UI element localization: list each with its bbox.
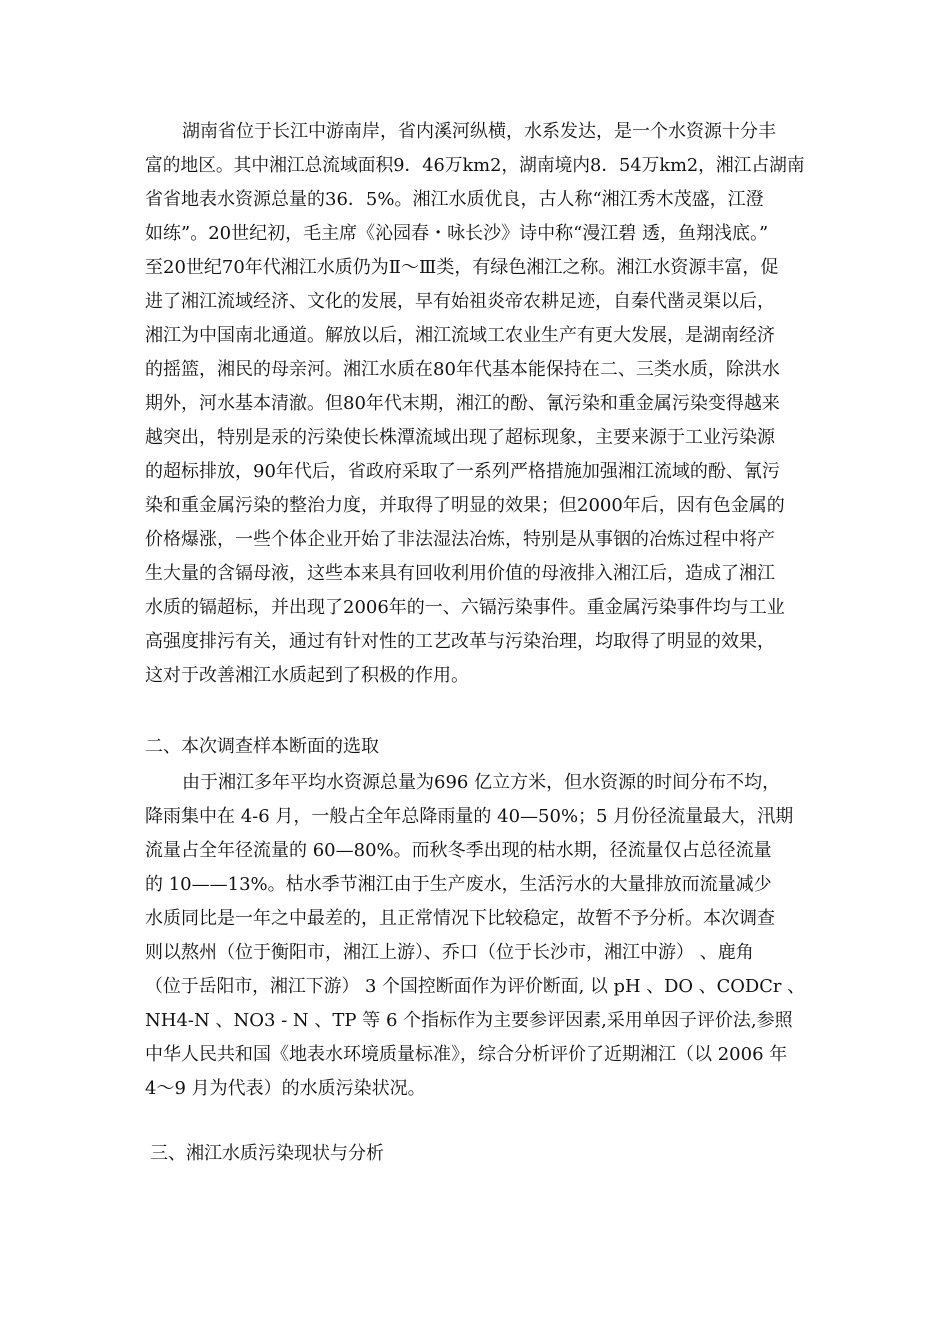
paragraph-1-line-13: 价格爆涨，一些个体企业开始了非法湿法冶炼，特别是从事铟的冶炼过程中将产 — [145, 529, 775, 550]
paragraph-1-line-4: 如练”。20世纪初，毛主席《沁园春・咏长沙》诗中称“漫江碧 透，鱼翔浅底。” — [145, 223, 769, 244]
paragraph-1-line-15: 水质的镉超标，并出现了2006年的一、六镉污染事件。重金属污染事件均与工业 — [145, 597, 785, 618]
paragraph-2-line-7: （位于岳阳市，湘江下游） 3 个国控断面作为评价断面, 以 pH 、DO 、CODCr 、 — [145, 976, 805, 997]
paragraph-1-line-2: 富的地区。其中湘江总流域面积9．46万km2，湖南境内8．54万km2，湘江占湖南 — [145, 155, 805, 176]
paragraph-1-line-11: 的超标排放，90年代后，省政府采取了一系列严格措施加强湘江流域的酚、氰污 — [145, 461, 780, 482]
paragraph-2-line-8: NH4-N 、NO3 - N 、TP 等 6 个指标作为主要参评因素,采用单因子评价法,参照 — [145, 1010, 793, 1031]
paragraph-1-line-3: 省省地表水资源总量的36．5%。湘江水质优良，古人称“湘江秀木茂盛，江澄 — [145, 189, 764, 210]
paragraph-2-line-5: 水质同比是一年之中最差的，且正常情况下比较稳定，故暂不予分析。本次调查 — [145, 908, 775, 929]
paragraph-1-line-12: 染和重金属污染的整治力度，并取得了明显的效果；但2000年后，因有色金属的 — [145, 495, 785, 516]
paragraph-1-line-1: 湖南省位于长江中游南岸，省内溪河纵横，水系发达，是一个水资源十分丰 — [182, 121, 776, 142]
paragraph-2-line-2: 降雨集中在 4-6 月，一般占全年总降雨量的 40—50%；5 月份径流量最大，汛期 — [145, 806, 794, 827]
paragraph-1-line-6: 进了湘江流域经济、文化的发展，早有始祖炎帝农耕足迹，自秦代凿灵渠以后， — [145, 291, 775, 312]
paragraph-1-line-7: 湘江为中国南北通道。解放以后，湘江流域工农业生产有更大发展，是湖南经济 — [145, 325, 775, 346]
paragraph-2-line-4: 的 10——13%。枯水季节湘江由于生产废水，生活污水的大量排放而流量减少 — [145, 874, 772, 895]
paragraph-2-line-9: 中华人民共和国《地表水环境质量标准》，综合分析评价了近期湘江（以 2006 年 — [145, 1044, 788, 1065]
paragraph-1-line-9: 期外，河水基本清澈。但80年代末期，湘江的酚、氰污染和重金属污染变得越来 — [145, 393, 780, 414]
paragraph-1-line-8: 的摇篮，湘民的母亲河。湘江水质在80年代基本能保持在二、三类水质，除洪水 — [145, 359, 780, 380]
paragraph-1-line-17: 这对于改善湘江水质起到了积极的作用。 — [145, 665, 469, 686]
paragraph-2-line-1: 由于湘江多年平均水资源总量为696 亿立方米，但水资源的时间分布不均， — [182, 772, 781, 793]
paragraph-1-line-10: 越突出，特别是汞的污染使长株潭流域出现了超标现象，主要来源于工业污染源 — [145, 427, 775, 448]
paragraph-1-line-14: 生大量的含镉母液，这些本来具有回收利用价值的母液排入湘江后，造成了湘江 — [145, 563, 775, 584]
section-3-heading: 三、湘江水质污染现状与分析 — [150, 1143, 384, 1164]
paragraph-2-line-10: 4～9 月为代表）的水质污染状况。 — [145, 1078, 426, 1099]
section-2-heading: 二、本次调查样本断面的选取 — [145, 736, 379, 757]
paragraph-1-line-5: 至20世纪70年代湘江水质仍为Ⅱ～Ⅲ类，有绿色湘江之称。湘江水资源丰富，促 — [145, 257, 779, 278]
paragraph-2-line-3: 流量占全年径流量的 60—80%。而秋冬季出现的枯水期，径流量仅占总径流量 — [145, 840, 772, 861]
paragraph-2-line-6: 则以熬州（位于衡阳市，湘江上游）、乔口（位于长沙市，湘江中游） 、鹿角 — [145, 942, 754, 963]
paragraph-1-line-16: 高强度排污有关，通过有针对性的工艺改革与污染治理，均取得了明显的效果， — [145, 631, 775, 652]
